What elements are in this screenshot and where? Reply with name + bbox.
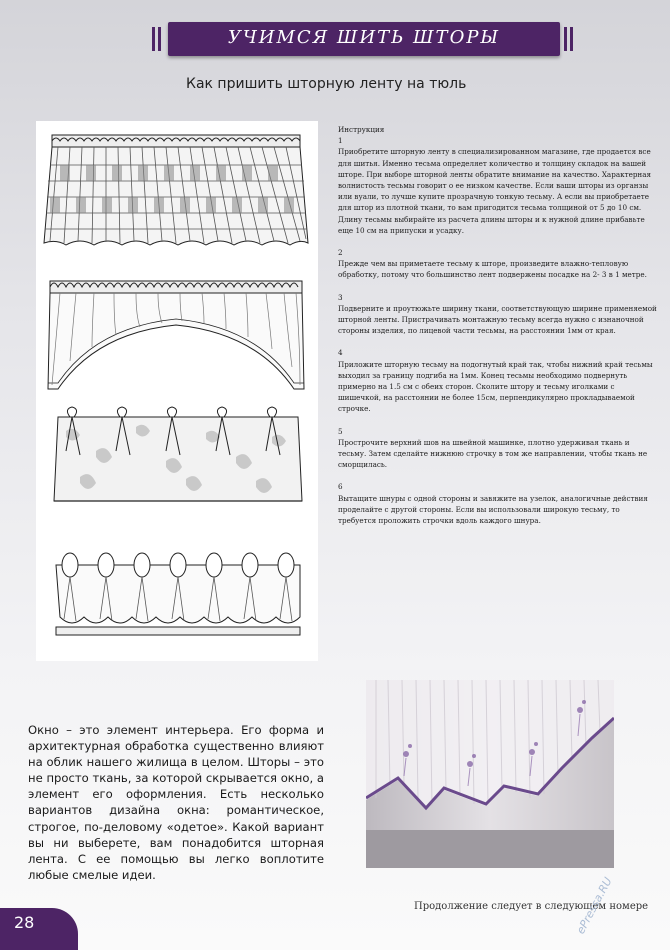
section-title: УЧИМСЯ ШИТЬ ШТОРЫ — [227, 27, 501, 48]
step-number: 3 — [338, 292, 343, 302]
step-text: Вытащите шнуры с одной стороны и завяжите на узелок, аналогичные действия проделайте с другой стороны. Если вы использовали широкую тесьму, то требуется проложить строчки вдоль каждого шнура. — [338, 493, 648, 526]
step-text: Прострочите верхний шов на швейной машинке, плотно удерживая ткань и тесьму. Затем сделайте нижнюю строчку в том же направлении, чтобы ткань не сморщилась. — [338, 437, 648, 470]
step-number: 6 — [338, 482, 343, 492]
section-banner — [168, 22, 560, 56]
curtain-illustrations — [36, 121, 318, 661]
watermark: ePressa.RU — [574, 875, 615, 937]
step-number: 4 — [338, 348, 343, 358]
curtain-sketch-toile — [54, 407, 302, 501]
step-number: 1 — [338, 136, 343, 146]
step-number: 2 — [338, 248, 343, 258]
continue-note: Продолжение следует в следующем номере — [414, 901, 649, 912]
intro-paragraph: Окно – это элемент интерьера. Его форма и архитектурная обработка существенно влияют на облик нашего жилища в целом. Шторы – это не просто ткань, за которой скрывается окно, а элемент его оформления. Есть несколько вариантов дизайна окна: романтическое, строгое, по-деловому «одетое». Какой вариант вы ни выберете, вам понадобится шторная лента. С ее помощью вы легко воплотите любые смелые идеи. — [28, 723, 324, 882]
step-text: Подверните и проутюжьте ширину ткани, соответствующую ширине применяемой шторной ленты. Пристрачивать монтажную тесьму всегда нужно с изнаночной стороны изделия, по лицевой части тесьмы, на расстоянии 1мм от края. — [338, 303, 657, 336]
step-text: Приложите шторную тесьму на подогнутый край так, чтобы нижний край тесьмы выходил за границу подгиба на 1мм. Конец тесьмы необходимо подвернуть примерно на 1.5 см с обеих сторон. Сколите штору и тесьму иголками с шишечкой, на расстоянии не более 15см, перпендикулярно прокладываемой строчке. — [338, 359, 653, 414]
curtain-sketch-plaid — [44, 135, 308, 245]
page-number: 28 — [14, 913, 35, 932]
instructions — [338, 124, 658, 526]
instructions-heading: Инструкция — [338, 125, 385, 134]
step-number: 5 — [338, 426, 343, 436]
step-text: Приобретите шторную ленту в специализированном магазине, где продается все для шитья. Именно тесьма определяет количество и толщину складок на вашей шторе. При выборе шторной ленты обратите внимание на качество. Характерная волнистость тесьмы говорит о ее низком качестве. Если ваши шторы из органзы или вуали, то лучше купите прозрачную тонкую тесьму. А если вы приобретаете для штор из плотной ткани, то вам пригодится тесьма толщиной от 5 до 10 см. Длину тесьмы выбирайте из расчета длины шторы и к нужной длине прибавьте еще 10 см на припуски и усадку. — [338, 147, 652, 235]
curtain-sketch-knotted — [56, 553, 300, 635]
article-title: Как пришить шторную ленту на тюль — [186, 76, 467, 92]
curtain-sketch-arched — [48, 281, 304, 389]
step-text: Прежде чем вы приметаете тесьму к шторе, произведите влажно-тепловую обработку, потому что большинство лент подвержены посадке на 2- 3 в 1 метре. — [338, 259, 647, 280]
page-number-tab — [0, 908, 78, 950]
curtain-photo — [366, 680, 614, 868]
